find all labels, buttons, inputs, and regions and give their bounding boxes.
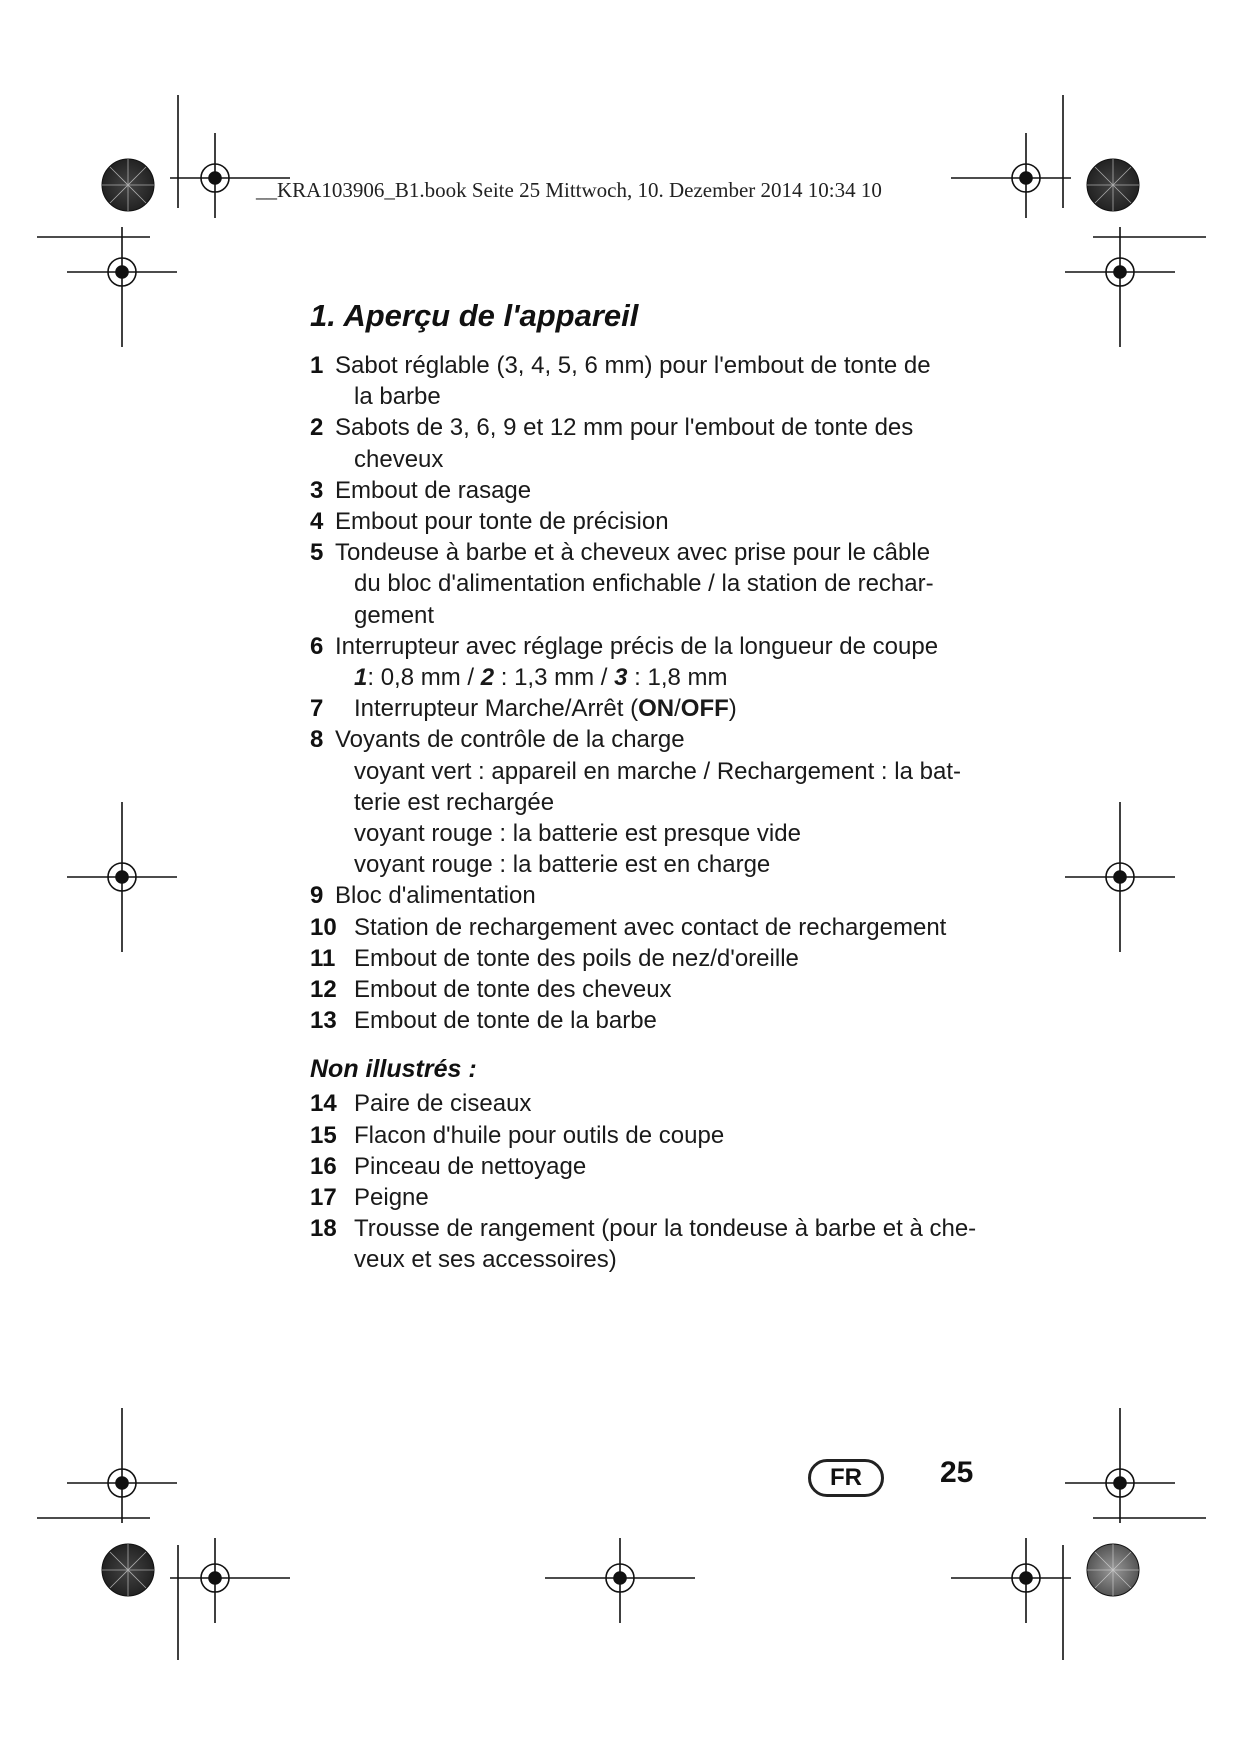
item-number: 14	[310, 1090, 337, 1118]
item-text: Sabot réglable (3, 4, 5, 6 mm) pour l'embout de tonte de	[335, 352, 931, 379]
list-item	[310, 506, 1010, 537]
item-text: Bloc d'alimentation	[335, 882, 536, 910]
setting-2-value: : 1,3 mm /	[494, 664, 615, 692]
item-number: 12	[310, 976, 337, 1004]
item-number: 6	[310, 632, 324, 660]
on-label: ON	[638, 695, 675, 723]
off-label: OFF	[680, 695, 729, 723]
item-number: 13	[310, 1007, 337, 1035]
item-text: voyant rouge : la batterie est en charge	[354, 851, 771, 879]
item-text: du bloc d'alimentation enfichable / la station de rechar-	[354, 570, 934, 598]
closing-paren: )	[728, 695, 737, 723]
language-badge: FR	[808, 1459, 884, 1497]
parts-list	[310, 350, 1010, 1036]
list-item	[310, 350, 1010, 412]
item-text: Interrupteur avec réglage précis de la longueur de coupe	[335, 632, 939, 660]
setting-1-value: : 0,8 mm /	[367, 664, 481, 692]
list-item	[310, 1088, 1010, 1119]
setting-3-value: : 1,8 mm	[627, 664, 728, 692]
list-item	[310, 475, 1010, 506]
item-number: 18	[310, 1215, 337, 1243]
item-number: 16	[310, 1152, 337, 1180]
list-item	[310, 1213, 1010, 1275]
list-item	[310, 974, 1010, 1005]
item-number: 10	[310, 913, 337, 941]
item-text: Peigne	[354, 1184, 429, 1212]
list-item	[310, 724, 1010, 880]
list-item	[310, 1005, 1010, 1036]
item-text: Embout de rasage	[335, 476, 532, 504]
item-number: 3	[310, 476, 324, 504]
item-number: 2	[310, 414, 324, 442]
item-text: Embout de tonte des poils de nez/d'oreille	[354, 944, 799, 972]
list-item	[310, 912, 1010, 943]
item-number: 1	[310, 352, 324, 379]
item-number: 4	[310, 508, 324, 536]
item-number: 15	[310, 1121, 337, 1149]
item-text: la barbe	[354, 383, 441, 411]
item-text: gement	[354, 601, 435, 629]
list-item	[310, 631, 1010, 693]
item-text: terie est rechargée	[354, 788, 555, 816]
list-item	[310, 693, 1010, 724]
item-text: Embout de tonte de la barbe	[354, 1007, 657, 1035]
list-item	[310, 412, 1010, 474]
separator: /	[674, 695, 681, 723]
item-number: 7	[310, 695, 324, 723]
item-text: cheveux	[354, 445, 444, 473]
setting-1-symbol: 1	[354, 664, 368, 692]
item-number: 9	[310, 882, 324, 910]
item-text: Embout pour tonte de précision	[335, 508, 669, 536]
item-text: Embout de tonte des cheveux	[354, 976, 672, 1004]
switch-label: Interrupteur Marche/Arrêt (	[354, 695, 639, 723]
item-text: Voyants de contrôle de la charge	[335, 726, 685, 754]
subheading: Non illustrés :	[310, 1055, 477, 1084]
setting-2-symbol: 2	[480, 664, 495, 692]
item-text: Paire de ciseaux	[354, 1090, 532, 1118]
item-text: voyant vert : appareil en marche / Rechargement : la bat-	[354, 757, 961, 785]
item-number: 11	[310, 944, 336, 972]
setting-values	[335, 662, 1010, 693]
list-item	[310, 1120, 1010, 1151]
item-text: Trousse de rangement (pour la tondeuse à barbe et à che-	[354, 1215, 977, 1243]
item-number: 8	[310, 726, 324, 754]
section-title: 1. Aperçu de l'appareil	[310, 298, 639, 333]
list-item	[310, 880, 1010, 911]
print-slug: __KRA103906_B1.book Seite 25 Mittwoch, 10. Dezember 2014 10:34 10	[256, 178, 882, 202]
list-item	[310, 537, 1010, 631]
item-text: Tondeuse à barbe et à cheveux avec prise pour le câble	[335, 539, 931, 567]
setting-3-symbol: 3	[614, 664, 628, 692]
item-number: 17	[310, 1184, 337, 1212]
list-item	[310, 943, 1010, 974]
list-item	[310, 1151, 1010, 1182]
item-text: Sabots de 3, 6, 9 et 12 mm pour l'embout de tonte des	[335, 414, 914, 442]
item-text: veux et ses accessoires)	[354, 1246, 617, 1274]
not-shown-list	[310, 1088, 1010, 1275]
item-text: voyant rouge : la batterie est presque vide	[354, 820, 801, 848]
main-content	[310, 296, 1010, 1276]
item-text: Station de rechargement avec contact de rechargement	[354, 913, 947, 941]
page-number: 25	[940, 1456, 974, 1489]
item-text: Pinceau de nettoyage	[354, 1152, 587, 1180]
list-item	[310, 1182, 1010, 1213]
item-text	[354, 693, 1010, 724]
item-text: Flacon d'huile pour outils de coupe	[354, 1121, 725, 1149]
item-number: 5	[310, 539, 324, 567]
